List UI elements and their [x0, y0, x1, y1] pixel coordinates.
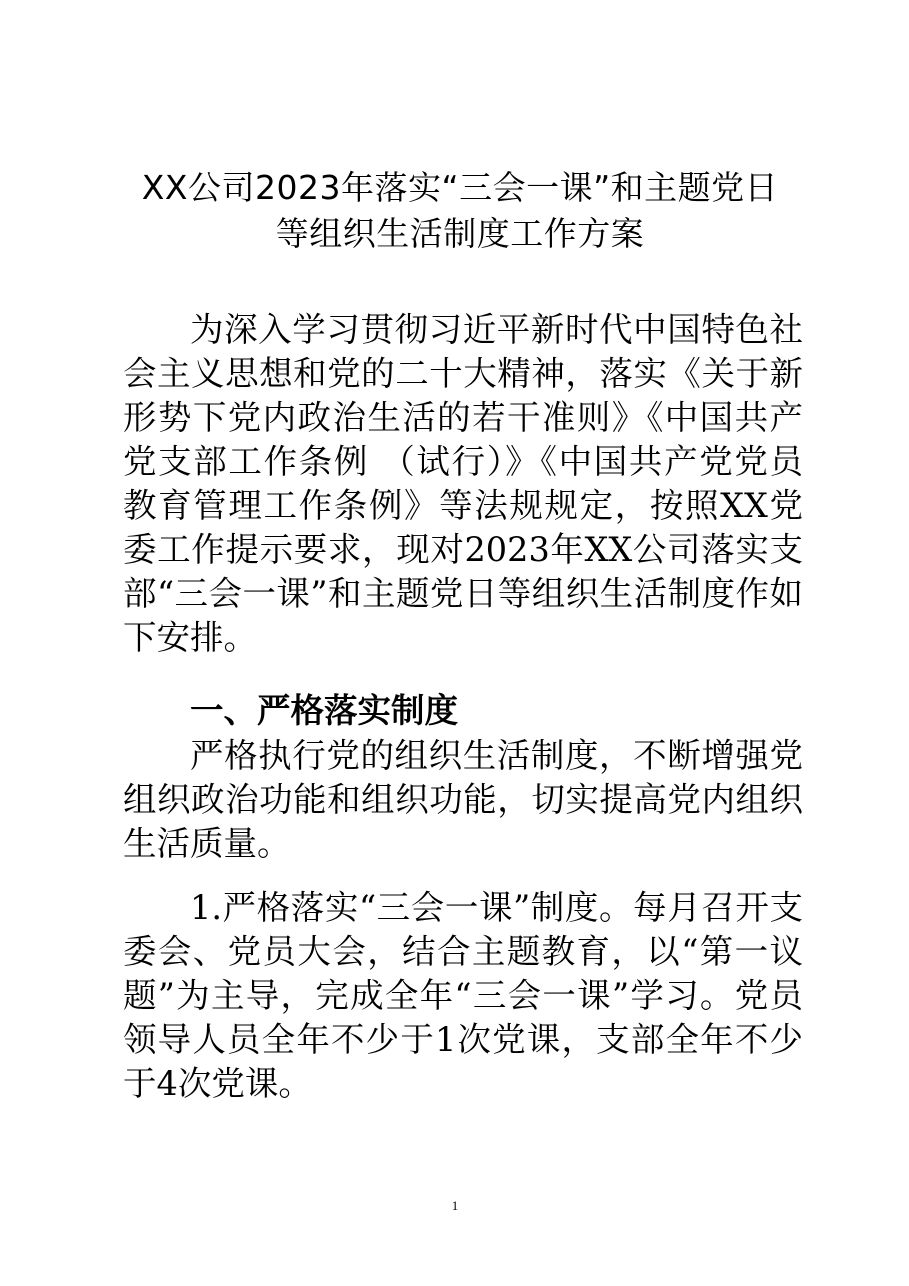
section-1-heading: 一、严格落实制度 — [190, 691, 458, 730]
intro-paragraph: 为深入学习贯彻习近平新时代中国特色社会主义思想和党的二十大精神，落实《关于新形势下党内政治生活的若干准则》《中国共产党支部工作条例 （试行）》《中国共产党党员教育管理工作条例》等法规规定，按照XX党委工作提示要求，现对2023年XX公司落实支部“三会一课”和主题党日等组织生活制度作如下安排。 — [123, 310, 803, 657]
item-1-paragraph: 1.严格落实“三会一课”制度。每月召开支委会、党员大会，结合主题教育，以“第一议题”为主导，完成全年“三会一课”学习。党员领导人员全年不少于1次党课，支部全年不少于4次党课。 — [123, 888, 803, 1103]
document-title-line-1: XX公司2023年落实“三会一课”和主题党日 — [141, 168, 779, 207]
section-1-paragraph: 严格执行党的组织生活制度，不断增强党组织政治功能和组织功能，切实提高党内组织生活质量。 — [123, 736, 803, 863]
document-title-line-2: 等组织生活制度工作方案 — [275, 214, 645, 253]
page-number: 1 — [451, 1198, 459, 1213]
